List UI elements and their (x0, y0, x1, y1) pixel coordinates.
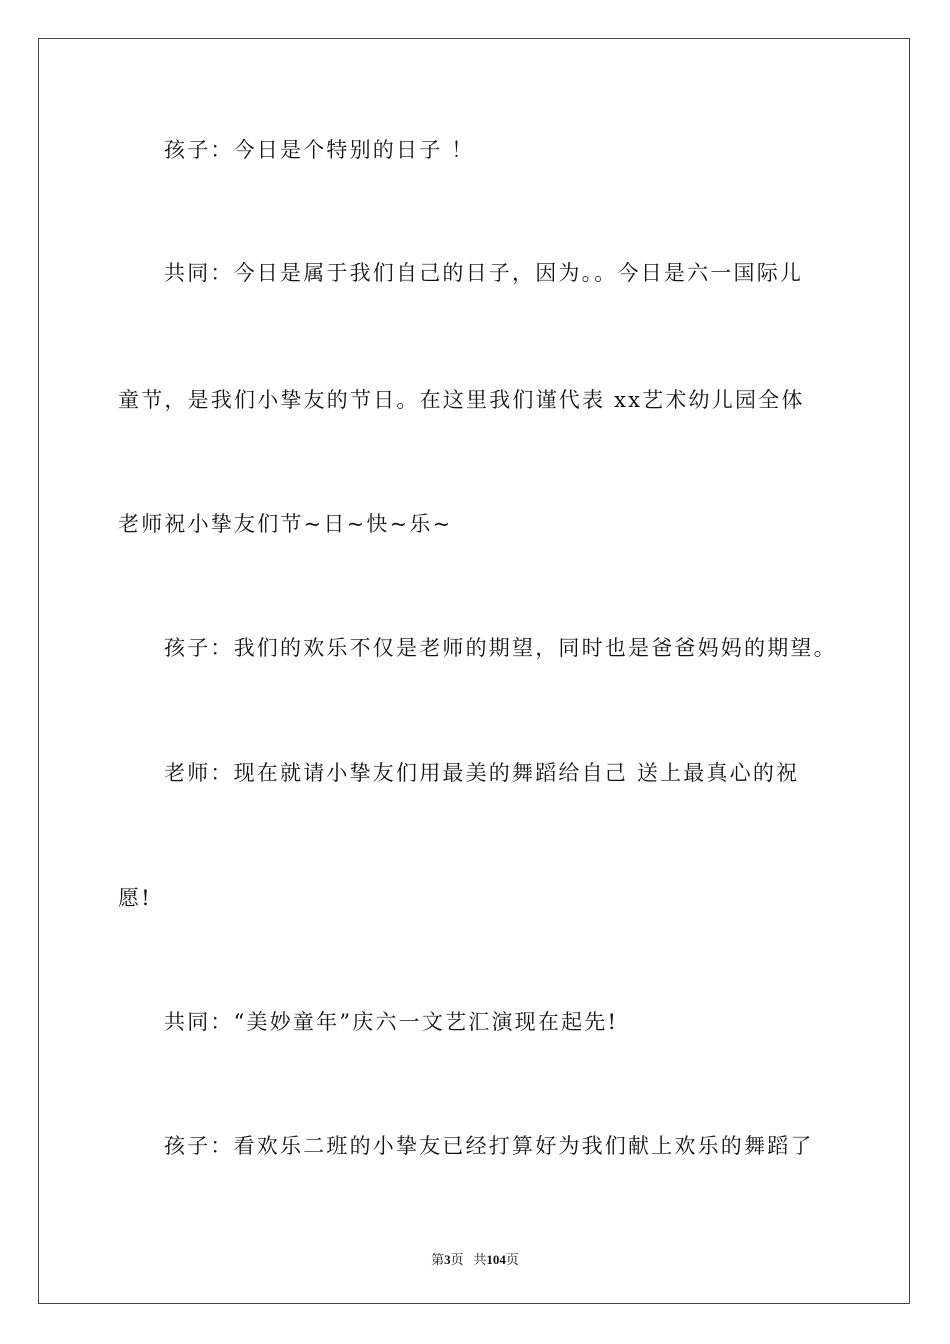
text-line-1: 孩子：今日是个特别的日子 ！ (164, 138, 475, 162)
text-line-3: 童节，是我们小挚友的节日。在这里我们谨代表 xx艺术幼儿园全体 (118, 388, 805, 412)
footer-total-prefix: 共 (473, 1252, 487, 1267)
text-line-7: 愿! (118, 886, 152, 910)
footer-total-pages: 104 (486, 1252, 506, 1267)
footer-total-suffix: 页 (505, 1252, 519, 1267)
page-footer (0, 1249, 950, 1268)
text-line-5: 孩子：我们的欢乐不仅是老师的期望，同时也是爸爸妈妈的期望。 (164, 636, 837, 660)
footer-page-suffix: 页 (450, 1252, 464, 1267)
text-line-9: 孩子：看欢乐二班的小挚友已经打算好为我们献上欢乐的舞蹈了 (164, 1134, 814, 1158)
footer-page-number: 3 (444, 1252, 451, 1267)
text-line-8: 共同：“美妙童年”庆六一文艺汇演现在起先! (164, 1010, 619, 1034)
page-border (38, 38, 910, 1304)
text-line-4: 老师祝小挚友们节~日~快~乐~ (118, 512, 453, 536)
footer-page-prefix: 第 (431, 1252, 445, 1267)
text-line-6: 老师：现在就请小挚友们用最美的舞蹈给自己 送上最真心的祝 (164, 761, 800, 785)
text-line-2: 共同：今日是属于我们自己的日子，因为。。今日是六一国际儿 (164, 261, 804, 285)
